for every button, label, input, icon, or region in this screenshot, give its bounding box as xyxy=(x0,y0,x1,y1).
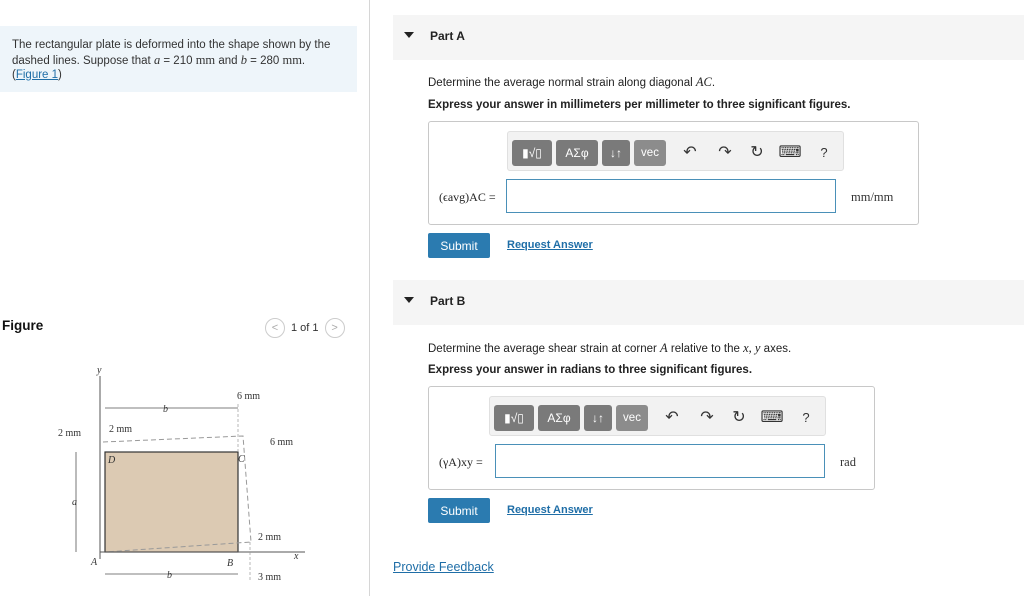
part-b-question-axes: x, y xyxy=(743,341,761,355)
corner-c-label: C xyxy=(238,454,245,465)
help-icon[interactable]: ? xyxy=(820,144,828,160)
vec-button[interactable]: vec xyxy=(634,140,666,166)
unit-a: mm xyxy=(195,52,216,67)
part-a-question-var: AC xyxy=(695,75,712,89)
part-a-question xyxy=(428,75,715,90)
provide-feedback-link[interactable]: Provide Feedback xyxy=(393,560,494,574)
right-pane xyxy=(393,0,1024,596)
problem-statement xyxy=(0,26,357,92)
reset-icon[interactable]: ↻ xyxy=(750,144,764,161)
pager-text: 1 of 1 xyxy=(291,322,319,334)
y-label: y xyxy=(97,365,102,376)
part-a-math-toolbar xyxy=(507,131,844,171)
arrows-button[interactable]: ↓↑ xyxy=(584,405,612,431)
part-a-question-end: . xyxy=(711,77,716,89)
part-b-question-text: Determine the average shear strain at corner xyxy=(428,343,661,355)
left-pane xyxy=(0,0,370,596)
templates-button[interactable]: ▮√▯ xyxy=(512,140,552,166)
var-b: b xyxy=(240,52,247,67)
vec-button[interactable]: vec xyxy=(616,405,648,431)
dim-6mm-top: 6 mm xyxy=(237,391,261,402)
b-top-label: b xyxy=(163,404,168,415)
part-a-request-answer-link[interactable]: Request Answer xyxy=(507,239,593,251)
part-a-instruction: Express your answer in millimeters per millimeter to three significant figures. xyxy=(428,99,851,111)
plate-rectangle xyxy=(105,452,238,552)
dim-6mm-right: 6 mm xyxy=(270,437,294,448)
dim-2mm-left: 2 mm xyxy=(58,428,82,439)
part-a-question-text: Determine the average normal strain along diagonal xyxy=(428,77,696,89)
part-a-label: Part A xyxy=(430,29,465,43)
problem-text: The rectangular plate is deformed into the shape shown by the dashed lines. Suppose that xyxy=(12,39,331,67)
deformed-plate-figure xyxy=(50,362,310,588)
figure-pager xyxy=(265,318,345,338)
figure-link[interactable]: Figure 1 xyxy=(15,69,59,81)
dim-3mm: 3 mm xyxy=(258,572,282,583)
collapse-triangle-icon[interactable] xyxy=(404,32,414,38)
templates-button[interactable]: ▮√▯ xyxy=(494,405,534,431)
a-left-label: a xyxy=(72,497,77,508)
eq-b: = 280 xyxy=(246,54,283,67)
corner-d-label: D xyxy=(108,455,116,466)
part-a-answer-input[interactable] xyxy=(506,179,836,213)
period: . xyxy=(301,54,306,67)
dim-2mm-inner: 2 mm xyxy=(109,424,133,435)
collapse-triangle-icon[interactable] xyxy=(404,297,414,303)
part-a-header[interactable] xyxy=(393,15,1024,60)
part-b-header[interactable] xyxy=(393,280,1024,325)
part-b-submit-button[interactable]: Submit xyxy=(428,498,490,523)
help-icon[interactable]: ? xyxy=(802,409,810,425)
eq-a: = 210 xyxy=(160,54,196,67)
part-b-math-label: (γA)xy = xyxy=(439,455,483,469)
part-a-submit-button[interactable]: Submit xyxy=(428,233,490,258)
prev-figure-button[interactable]: < xyxy=(265,318,285,338)
arrows-button[interactable]: ↓↑ xyxy=(602,140,630,166)
b-bottom-label: b xyxy=(167,570,172,581)
part-b-unit: rad xyxy=(840,455,856,469)
part-b-answer-input[interactable] xyxy=(495,444,825,478)
part-b-label: Part B xyxy=(430,294,466,308)
undo-icon[interactable]: ↶ xyxy=(683,144,697,161)
greek-button[interactable]: ΑΣφ xyxy=(538,405,580,431)
part-b-request-answer-link[interactable]: Request Answer xyxy=(507,504,593,516)
dim-2mm-bottom: 2 mm xyxy=(258,532,282,543)
figure-title: Figure xyxy=(2,318,44,333)
part-b-question-var: A xyxy=(660,341,668,355)
part-a-unit: mm/mm xyxy=(851,190,894,204)
redo-icon[interactable]: ↷ xyxy=(718,144,732,161)
part-b-question-end: axes. xyxy=(760,343,792,355)
redo-icon[interactable]: ↷ xyxy=(700,409,714,426)
part-b-question-mid: relative to the xyxy=(667,343,744,355)
undo-icon[interactable]: ↶ xyxy=(665,409,679,426)
unit-b: mm xyxy=(282,52,302,67)
paren-close: ) xyxy=(58,69,62,81)
part-b-question xyxy=(428,341,791,356)
greek-button[interactable]: ΑΣφ xyxy=(556,140,598,166)
part-b-answer-box xyxy=(428,386,875,490)
part-b-math-toolbar xyxy=(489,396,826,436)
corner-b-label: B xyxy=(227,558,234,569)
keyboard-icon[interactable]: ⌨ xyxy=(778,144,802,161)
part-a-math-label: (ϵavg)AC = xyxy=(439,190,496,204)
corner-a-label: A xyxy=(91,557,98,568)
keyboard-icon[interactable]: ⌨ xyxy=(760,409,784,426)
var-a: a xyxy=(153,52,161,67)
paren-open: ( xyxy=(12,69,16,81)
part-a-answer-box xyxy=(428,121,919,225)
x-label: x xyxy=(294,551,299,562)
part-b-instruction: Express your answer in radians to three significant figures. xyxy=(428,364,753,376)
reset-icon[interactable]: ↻ xyxy=(732,409,746,426)
and-text: and xyxy=(215,54,241,67)
next-figure-button[interactable]: > xyxy=(325,318,345,338)
